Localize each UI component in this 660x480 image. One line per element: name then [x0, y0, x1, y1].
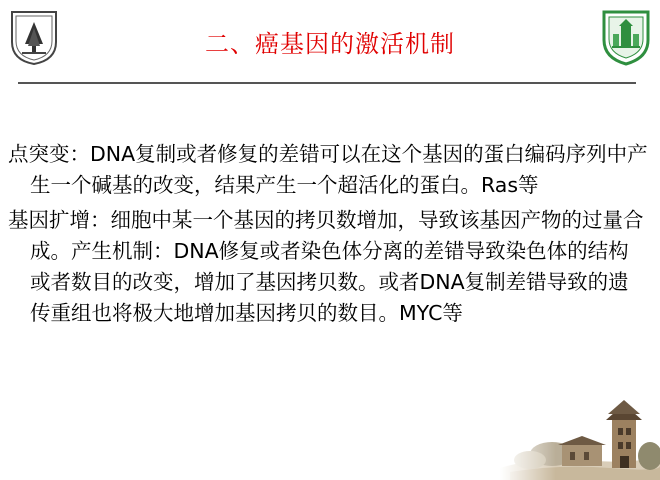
- slide-title: 二、癌基因的激活机制: [205, 30, 455, 58]
- building-illustration-icon: [500, 398, 660, 480]
- paragraph-point-mutation: 点突变：DNA复制或者修复的差错可以在这个基因的蛋白编码序列中产生一个碱基的改变，结果产生一个超活化的蛋白。Ras等: [8, 142, 648, 197]
- campus-building-painting: [500, 398, 660, 480]
- paragraph-gene-amplification: 基因扩增：细胞中某一个基因的拷贝数增加，导致该基因产物的过量合成。产生机制：DNA修复或者染色体分离的差错导致染色体的结构或者数目的改变，增加了基因拷贝数。或者DNA复制差错导致的遗传重组也将极大地增加基因拷贝的数目。MYC等: [8, 208, 644, 325]
- slide-body: [8, 139, 648, 333]
- title-divider: [18, 82, 636, 84]
